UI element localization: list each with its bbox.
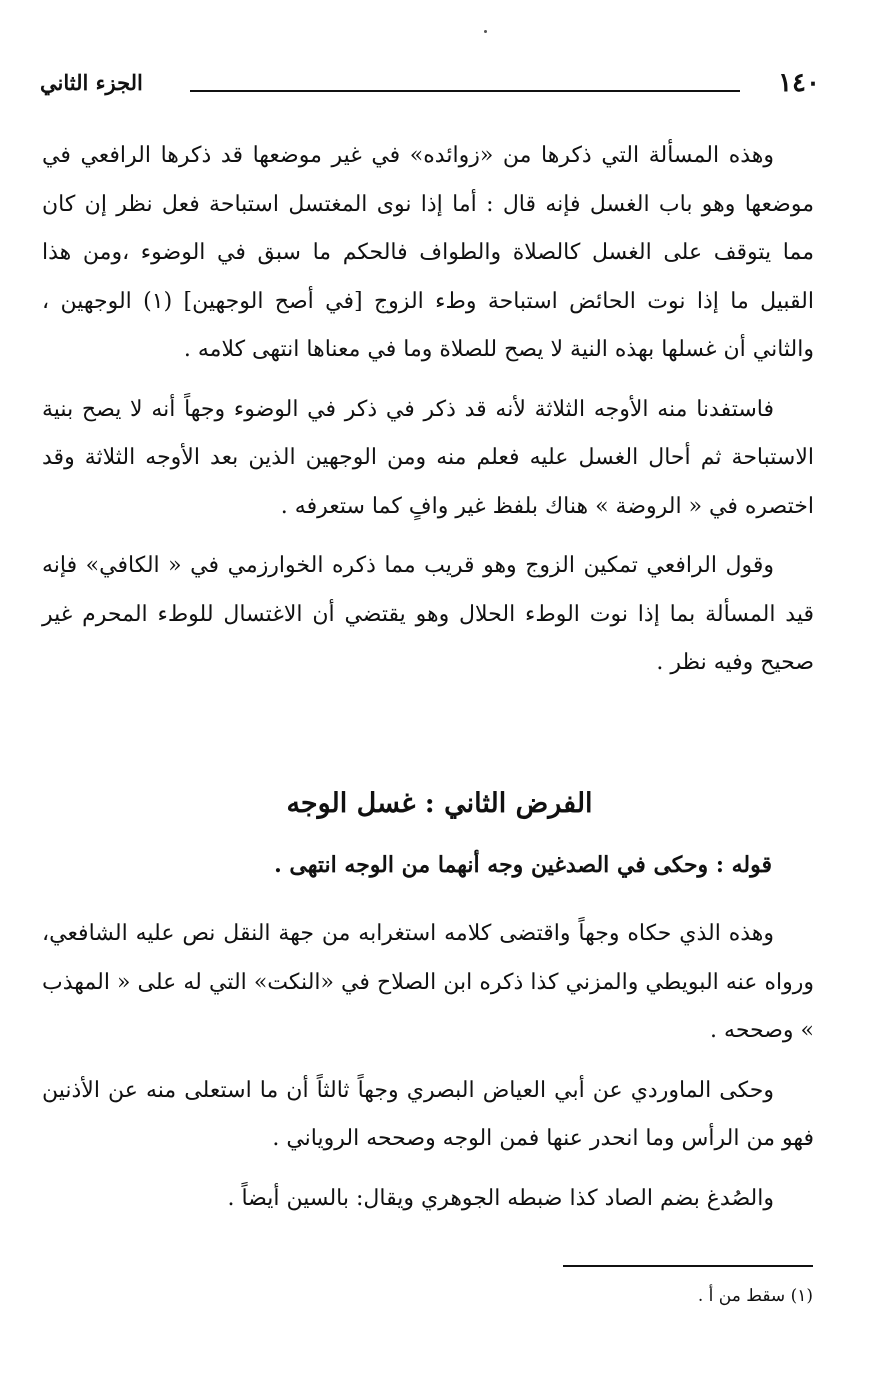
footnote-rule	[563, 1265, 813, 1267]
paragraph: وهذه المسألة التي ذكرها من «زوائده» في غير موضعها قد ذكرها الرافعي في موضعها وهو باب الغسل فإنه قال : أما إذا نوى المغتسل استباحة فعل نظر إن كان مما يتوقف على الغسل كالصلاة والطواف فالحكم ما سبق في الوضوء ،ومن هذا القبيل ما إذا نوت الحائض استباحة وطء الزوج [في أصح الوجهين] (١) الوجهين ، والثاني أن غسلها بهذه النية لا يصح للصلاة وما في معناها انتهى كلامه .	[42, 143, 814, 362]
paragraph: وقول الرافعي تمكين الزوج وهو قريب مما ذكره الخوارزمي في « الكافي» فإنه قيد المسألة بما إذا نوت الوطء الحلال وهو يقتضي أن الاغتسال للوطء المحرم غير صحيح وفيه نظر .	[42, 553, 814, 675]
quoted-statement: قوله : وحكى في الصدغين وجه أنهما من الوجه انتهى .	[274, 852, 772, 878]
footnote: (١) سقط من أ .	[697, 1286, 813, 1306]
page-header	[40, 68, 820, 108]
paragraph: والصُدغ بضم الصاد كذا ضبطه الجوهري ويقال: بالسين أيضاً .	[227, 1185, 774, 1211]
text-block-1	[42, 132, 814, 688]
paragraph: فاستفدنا منه الأوجه الثلاثة لأنه قد ذكر في ذكر في الوضوء وجهاً أنه لا يصح بنية الاستباحة ثم أحال الغسل عليه فعلم منه ومن الوجهين الذين بعد الأوجه الثلاثة وقد اختصره في « الروضة » هناك بلفظ غير وافٍ كما ستعرفه .	[42, 396, 814, 519]
header-rule	[190, 90, 740, 92]
scan-speck	[484, 30, 487, 33]
section-heading: الفرض الثاني : غسل الوجه	[286, 788, 593, 819]
page-number: ١٤٠	[778, 68, 820, 98]
text-block-2	[42, 910, 814, 1223]
paragraph: وهذه الذي حكاه وجهاً واقتضى كلامه استغرابه من جهة النقل نص عليه الشافعي، ورواه عنه البويطي والمزني كذا ذكره ابن الصلاح في «النكت» التي له على « المهذب » وصححه .	[42, 921, 814, 1043]
part-title: الجزء الثاني	[40, 70, 143, 95]
paragraph: وحكى الماوردي عن أبي العياض البصري وجهاً ثالثاً أن ما استعلى منه عن الأذنين فهو من الرأس وما انحدر عنها فمن الوجه وصححه الروياني .	[42, 1077, 814, 1151]
